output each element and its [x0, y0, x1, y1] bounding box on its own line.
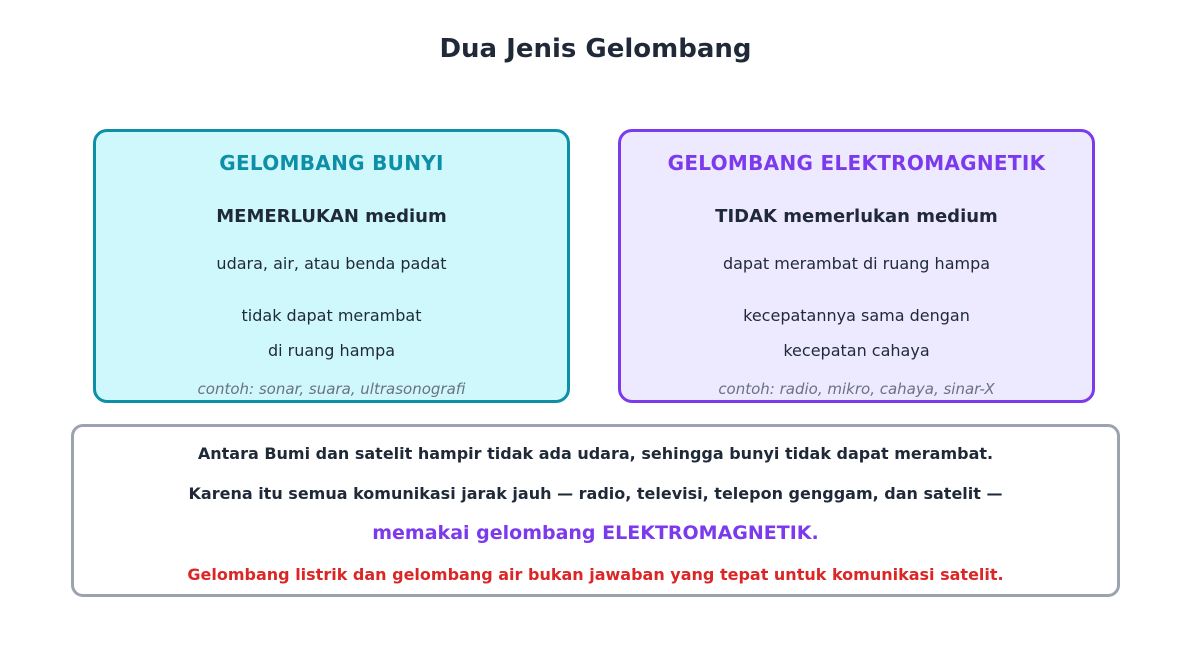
sound-wave-vacuum-line1: tidak dapat merambat — [241, 306, 422, 325]
em-wave-card — [618, 129, 1095, 403]
conclusion-highlight: memakai gelombang ELEKTROMAGNETIK. — [372, 522, 819, 544]
sound-wave-examples: contoh: sonar, suara, ultrasonografi — [197, 380, 466, 398]
em-wave-speed-line1: kecepatannya sama dengan — [743, 306, 970, 325]
page-title: Dua Jenis Gelombang — [439, 34, 752, 64]
conclusion-line-1: Antara Bumi dan satelit hampir tidak ada udara, sehingga bunyi tidak dapat merambat. — [197, 444, 994, 463]
em-wave-examples: contoh: radio, mikro, cahaya, sinar-X — [718, 380, 995, 398]
sound-wave-medium: MEMERLUKAN medium — [216, 206, 447, 227]
em-wave-speed-line2: kecepatan cahaya — [783, 341, 930, 360]
em-wave-medium: TIDAK memerlukan medium — [715, 206, 998, 227]
em-wave-vacuum: dapat merambat di ruang hampa — [722, 254, 991, 273]
sound-wave-heading: GELOMBANG BUNYI — [219, 151, 444, 175]
sound-wave-card — [93, 129, 570, 403]
conclusion-warning: Gelombang listrik dan gelombang air bukan jawaban yang tepat untuk komunikasi satelit. — [187, 565, 1004, 584]
conclusion-line-2: Karena itu semua komunikasi jarak jauh — radio, televisi, telepon genggam, dan satelit — — [188, 484, 1003, 503]
sound-wave-vacuum-line2: di ruang hampa — [267, 341, 396, 360]
conclusion-box — [71, 424, 1120, 597]
sound-wave-media-list: udara, air, atau benda padat — [216, 254, 447, 273]
em-wave-heading: GELOMBANG ELEKTROMAGNETIK — [667, 151, 1046, 175]
